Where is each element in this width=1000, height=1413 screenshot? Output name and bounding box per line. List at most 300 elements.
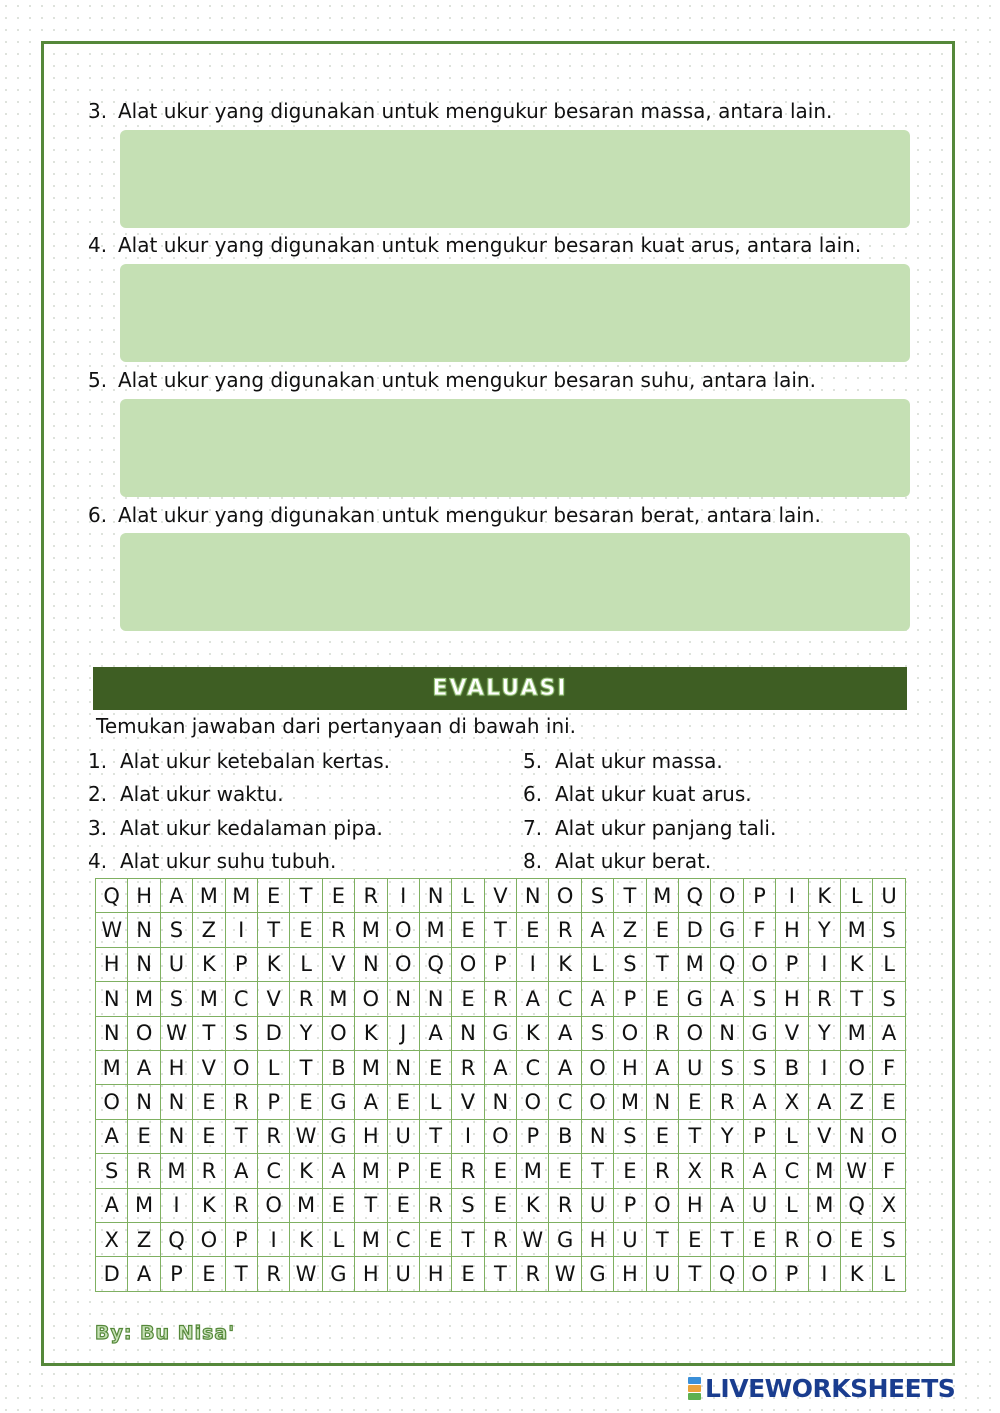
- grid-cell[interactable]: N: [128, 947, 160, 981]
- grid-cell[interactable]: A: [711, 1188, 743, 1222]
- grid-cell[interactable]: L: [581, 947, 613, 981]
- grid-cell[interactable]: E: [840, 1222, 872, 1256]
- grid-cell[interactable]: O: [387, 913, 419, 947]
- grid-cell[interactable]: O: [679, 1016, 711, 1050]
- grid-cell[interactable]: T: [711, 1222, 743, 1256]
- grid-cell[interactable]: G: [679, 982, 711, 1016]
- grid-cell[interactable]: L: [873, 947, 905, 981]
- grid-cell[interactable]: S: [873, 982, 905, 1016]
- grid-cell[interactable]: A: [96, 1119, 128, 1153]
- grid-cell[interactable]: N: [128, 913, 160, 947]
- grid-cell[interactable]: R: [322, 913, 354, 947]
- grid-cell[interactable]: E: [646, 1119, 678, 1153]
- grid-cell[interactable]: I: [808, 1257, 840, 1291]
- grid-cell[interactable]: E: [193, 1257, 225, 1291]
- grid-cell[interactable]: I: [160, 1188, 192, 1222]
- grid-cell[interactable]: Z: [840, 1085, 872, 1119]
- grid-cell[interactable]: E: [873, 1085, 905, 1119]
- grid-cell[interactable]: O: [711, 879, 743, 913]
- grid-cell[interactable]: N: [355, 947, 387, 981]
- grid-cell[interactable]: R: [419, 1188, 451, 1222]
- grid-cell[interactable]: R: [257, 1119, 289, 1153]
- grid-cell[interactable]: A: [549, 1050, 581, 1084]
- grid-cell[interactable]: N: [387, 1050, 419, 1084]
- grid-cell[interactable]: O: [225, 1050, 257, 1084]
- grid-cell[interactable]: V: [322, 947, 354, 981]
- grid-cell[interactable]: T: [581, 1154, 613, 1188]
- grid-cell[interactable]: M: [614, 1085, 646, 1119]
- grid-cell[interactable]: O: [128, 1016, 160, 1050]
- grid-cell[interactable]: E: [128, 1119, 160, 1153]
- answer-box-6[interactable]: [120, 533, 910, 631]
- grid-cell[interactable]: P: [776, 947, 808, 981]
- grid-cell[interactable]: P: [743, 1119, 775, 1153]
- grid-cell[interactable]: R: [355, 879, 387, 913]
- grid-cell[interactable]: K: [517, 1188, 549, 1222]
- grid-cell[interactable]: S: [614, 947, 646, 981]
- grid-cell[interactable]: E: [290, 1085, 322, 1119]
- grid-cell[interactable]: G: [711, 913, 743, 947]
- grid-cell[interactable]: P: [484, 947, 516, 981]
- grid-cell[interactable]: Y: [290, 1016, 322, 1050]
- grid-cell[interactable]: T: [679, 1119, 711, 1153]
- grid-cell[interactable]: S: [225, 1016, 257, 1050]
- grid-cell[interactable]: R: [193, 1154, 225, 1188]
- grid-cell[interactable]: G: [581, 1257, 613, 1291]
- grid-cell[interactable]: G: [322, 1085, 354, 1119]
- grid-cell[interactable]: E: [517, 913, 549, 947]
- grid-cell[interactable]: Q: [419, 947, 451, 981]
- grid-cell[interactable]: E: [452, 982, 484, 1016]
- grid-cell[interactable]: A: [160, 879, 192, 913]
- grid-cell[interactable]: Q: [711, 1257, 743, 1291]
- grid-cell[interactable]: C: [517, 1050, 549, 1084]
- grid-cell[interactable]: D: [679, 913, 711, 947]
- grid-cell[interactable]: A: [484, 1050, 516, 1084]
- grid-cell[interactable]: X: [873, 1188, 905, 1222]
- grid-cell[interactable]: H: [614, 1257, 646, 1291]
- grid-cell[interactable]: I: [776, 879, 808, 913]
- grid-cell[interactable]: U: [743, 1188, 775, 1222]
- grid-cell[interactable]: T: [646, 947, 678, 981]
- grid-cell[interactable]: T: [290, 1050, 322, 1084]
- grid-cell[interactable]: N: [419, 982, 451, 1016]
- answer-box-4[interactable]: [120, 264, 910, 362]
- grid-cell[interactable]: T: [484, 1257, 516, 1291]
- grid-cell[interactable]: Z: [128, 1222, 160, 1256]
- grid-cell[interactable]: M: [355, 1050, 387, 1084]
- grid-cell[interactable]: O: [452, 947, 484, 981]
- grid-cell[interactable]: A: [808, 1085, 840, 1119]
- grid-cell[interactable]: M: [322, 982, 354, 1016]
- grid-cell[interactable]: R: [808, 982, 840, 1016]
- grid-cell[interactable]: T: [355, 1188, 387, 1222]
- grid-cell[interactable]: O: [96, 1085, 128, 1119]
- grid-cell[interactable]: N: [711, 1016, 743, 1050]
- grid-cell[interactable]: S: [743, 982, 775, 1016]
- grid-cell[interactable]: L: [322, 1222, 354, 1256]
- grid-cell[interactable]: O: [484, 1119, 516, 1153]
- grid-cell[interactable]: M: [808, 1154, 840, 1188]
- grid-cell[interactable]: N: [646, 1085, 678, 1119]
- grid-cell[interactable]: V: [484, 879, 516, 913]
- grid-cell[interactable]: N: [387, 982, 419, 1016]
- grid-cell[interactable]: A: [355, 1085, 387, 1119]
- grid-cell[interactable]: H: [355, 1257, 387, 1291]
- grid-cell[interactable]: A: [96, 1188, 128, 1222]
- grid-cell[interactable]: K: [840, 1257, 872, 1291]
- grid-cell[interactable]: O: [322, 1016, 354, 1050]
- grid-cell[interactable]: E: [193, 1085, 225, 1119]
- grid-cell[interactable]: B: [549, 1119, 581, 1153]
- grid-cell[interactable]: H: [581, 1222, 613, 1256]
- grid-cell[interactable]: O: [549, 879, 581, 913]
- grid-cell[interactable]: A: [646, 1050, 678, 1084]
- grid-cell[interactable]: E: [419, 1050, 451, 1084]
- grid-cell[interactable]: K: [193, 947, 225, 981]
- grid-cell[interactable]: N: [452, 1016, 484, 1050]
- grid-cell[interactable]: Y: [808, 1016, 840, 1050]
- grid-cell[interactable]: O: [193, 1222, 225, 1256]
- grid-cell[interactable]: R: [484, 1222, 516, 1256]
- grid-cell[interactable]: A: [743, 1085, 775, 1119]
- grid-cell[interactable]: W: [290, 1119, 322, 1153]
- grid-cell[interactable]: T: [257, 913, 289, 947]
- grid-cell[interactable]: A: [549, 1016, 581, 1050]
- grid-cell[interactable]: K: [549, 947, 581, 981]
- grid-cell[interactable]: M: [290, 1188, 322, 1222]
- grid-cell[interactable]: R: [484, 982, 516, 1016]
- grid-cell[interactable]: B: [776, 1050, 808, 1084]
- grid-cell[interactable]: Y: [808, 913, 840, 947]
- grid-cell[interactable]: R: [128, 1154, 160, 1188]
- grid-cell[interactable]: T: [646, 1222, 678, 1256]
- grid-cell[interactable]: Q: [679, 879, 711, 913]
- grid-cell[interactable]: R: [776, 1222, 808, 1256]
- grid-cell[interactable]: P: [517, 1119, 549, 1153]
- grid-cell[interactable]: S: [873, 913, 905, 947]
- grid-cell[interactable]: S: [160, 982, 192, 1016]
- grid-cell[interactable]: I: [387, 879, 419, 913]
- grid-cell[interactable]: M: [160, 1154, 192, 1188]
- grid-cell[interactable]: X: [96, 1222, 128, 1256]
- grid-cell[interactable]: R: [225, 1188, 257, 1222]
- grid-cell[interactable]: M: [646, 879, 678, 913]
- grid-cell[interactable]: E: [322, 879, 354, 913]
- grid-cell[interactable]: U: [646, 1257, 678, 1291]
- grid-cell[interactable]: G: [322, 1119, 354, 1153]
- grid-cell[interactable]: P: [225, 947, 257, 981]
- grid-cell[interactable]: U: [387, 1257, 419, 1291]
- grid-cell[interactable]: M: [840, 913, 872, 947]
- grid-cell[interactable]: W: [517, 1222, 549, 1256]
- grid-cell[interactable]: A: [711, 982, 743, 1016]
- grid-cell[interactable]: Z: [193, 913, 225, 947]
- grid-cell[interactable]: U: [614, 1222, 646, 1256]
- grid-cell[interactable]: K: [840, 947, 872, 981]
- grid-cell[interactable]: C: [225, 982, 257, 1016]
- answer-box-5[interactable]: [120, 399, 910, 497]
- grid-cell[interactable]: T: [225, 1257, 257, 1291]
- grid-cell[interactable]: M: [808, 1188, 840, 1222]
- grid-cell[interactable]: M: [96, 1050, 128, 1084]
- grid-cell[interactable]: I: [257, 1222, 289, 1256]
- grid-cell[interactable]: R: [549, 1188, 581, 1222]
- grid-cell[interactable]: M: [193, 982, 225, 1016]
- grid-cell[interactable]: N: [419, 879, 451, 913]
- grid-cell[interactable]: Q: [711, 947, 743, 981]
- grid-cell[interactable]: S: [873, 1222, 905, 1256]
- grid-cell[interactable]: V: [776, 1016, 808, 1050]
- grid-cell[interactable]: M: [355, 1222, 387, 1256]
- grid-cell[interactable]: F: [873, 1154, 905, 1188]
- grid-cell[interactable]: Q: [96, 879, 128, 913]
- grid-cell[interactable]: E: [419, 1154, 451, 1188]
- grid-cell[interactable]: K: [193, 1188, 225, 1222]
- grid-cell[interactable]: E: [614, 1154, 646, 1188]
- grid-cell[interactable]: E: [387, 1085, 419, 1119]
- grid-cell[interactable]: G: [484, 1016, 516, 1050]
- grid-cell[interactable]: R: [646, 1154, 678, 1188]
- grid-cell[interactable]: C: [387, 1222, 419, 1256]
- grid-cell[interactable]: R: [711, 1154, 743, 1188]
- grid-cell[interactable]: T: [225, 1119, 257, 1153]
- grid-cell[interactable]: O: [387, 947, 419, 981]
- grid-cell[interactable]: A: [322, 1154, 354, 1188]
- grid-cell[interactable]: S: [96, 1154, 128, 1188]
- grid-cell[interactable]: U: [387, 1119, 419, 1153]
- grid-cell[interactable]: L: [840, 879, 872, 913]
- grid-cell[interactable]: V: [257, 982, 289, 1016]
- grid-cell[interactable]: R: [452, 1050, 484, 1084]
- grid-cell[interactable]: T: [484, 913, 516, 947]
- grid-cell[interactable]: T: [614, 879, 646, 913]
- grid-cell[interactable]: P: [614, 982, 646, 1016]
- grid-cell[interactable]: N: [581, 1119, 613, 1153]
- liveworksheets-brand[interactable]: [688, 1374, 955, 1403]
- grid-cell[interactable]: E: [387, 1188, 419, 1222]
- grid-cell[interactable]: G: [549, 1222, 581, 1256]
- grid-cell[interactable]: E: [290, 913, 322, 947]
- grid-cell[interactable]: K: [290, 1154, 322, 1188]
- grid-cell[interactable]: T: [679, 1257, 711, 1291]
- grid-cell[interactable]: M: [193, 879, 225, 913]
- grid-cell[interactable]: C: [776, 1154, 808, 1188]
- grid-cell[interactable]: A: [419, 1016, 451, 1050]
- grid-cell[interactable]: D: [96, 1257, 128, 1291]
- grid-cell[interactable]: W: [549, 1257, 581, 1291]
- grid-cell[interactable]: M: [517, 1154, 549, 1188]
- grid-cell[interactable]: T: [193, 1016, 225, 1050]
- grid-cell[interactable]: F: [743, 913, 775, 947]
- grid-cell[interactable]: T: [452, 1222, 484, 1256]
- grid-cell[interactable]: A: [743, 1154, 775, 1188]
- grid-cell[interactable]: Q: [160, 1222, 192, 1256]
- grid-cell[interactable]: L: [776, 1119, 808, 1153]
- grid-cell[interactable]: A: [581, 913, 613, 947]
- grid-cell[interactable]: B: [322, 1050, 354, 1084]
- grid-cell[interactable]: T: [840, 982, 872, 1016]
- grid-cell[interactable]: R: [290, 982, 322, 1016]
- grid-cell[interactable]: H: [614, 1050, 646, 1084]
- grid-cell[interactable]: A: [128, 1257, 160, 1291]
- grid-cell[interactable]: I: [452, 1119, 484, 1153]
- grid-cell[interactable]: C: [257, 1154, 289, 1188]
- grid-cell[interactable]: E: [322, 1188, 354, 1222]
- grid-cell[interactable]: L: [257, 1050, 289, 1084]
- grid-cell[interactable]: N: [96, 1016, 128, 1050]
- grid-cell[interactable]: W: [840, 1154, 872, 1188]
- grid-cell[interactable]: D: [257, 1016, 289, 1050]
- grid-cell[interactable]: I: [808, 947, 840, 981]
- grid-cell[interactable]: L: [873, 1257, 905, 1291]
- grid-cell[interactable]: G: [743, 1016, 775, 1050]
- grid-cell[interactable]: O: [581, 1085, 613, 1119]
- grid-cell[interactable]: O: [257, 1188, 289, 1222]
- grid-cell[interactable]: L: [419, 1085, 451, 1119]
- grid-cell[interactable]: W: [96, 913, 128, 947]
- grid-cell[interactable]: O: [808, 1222, 840, 1256]
- grid-cell[interactable]: M: [355, 1154, 387, 1188]
- grid-cell[interactable]: E: [484, 1188, 516, 1222]
- grid-cell[interactable]: S: [711, 1050, 743, 1084]
- grid-cell[interactable]: N: [840, 1119, 872, 1153]
- grid-cell[interactable]: J: [387, 1016, 419, 1050]
- grid-cell[interactable]: E: [484, 1154, 516, 1188]
- grid-cell[interactable]: V: [808, 1119, 840, 1153]
- grid-cell[interactable]: M: [355, 913, 387, 947]
- grid-cell[interactable]: H: [160, 1050, 192, 1084]
- grid-cell[interactable]: N: [160, 1085, 192, 1119]
- answer-box-3[interactable]: [120, 130, 910, 228]
- grid-cell[interactable]: M: [679, 947, 711, 981]
- grid-cell[interactable]: S: [614, 1119, 646, 1153]
- grid-cell[interactable]: H: [419, 1257, 451, 1291]
- grid-cell[interactable]: F: [873, 1050, 905, 1084]
- grid-cell[interactable]: H: [679, 1188, 711, 1222]
- grid-cell[interactable]: O: [646, 1188, 678, 1222]
- grid-cell[interactable]: N: [484, 1085, 516, 1119]
- grid-cell[interactable]: P: [160, 1257, 192, 1291]
- grid-cell[interactable]: A: [873, 1016, 905, 1050]
- grid-cell[interactable]: L: [290, 947, 322, 981]
- grid-cell[interactable]: M: [840, 1016, 872, 1050]
- grid-cell[interactable]: R: [257, 1257, 289, 1291]
- grid-cell[interactable]: S: [743, 1050, 775, 1084]
- grid-cell[interactable]: O: [743, 1257, 775, 1291]
- grid-cell[interactable]: H: [355, 1119, 387, 1153]
- grid-cell[interactable]: U: [679, 1050, 711, 1084]
- grid-cell[interactable]: S: [160, 913, 192, 947]
- grid-cell[interactable]: E: [646, 982, 678, 1016]
- grid-cell[interactable]: G: [322, 1257, 354, 1291]
- grid-cell[interactable]: R: [517, 1257, 549, 1291]
- grid-cell[interactable]: Y: [711, 1119, 743, 1153]
- grid-cell[interactable]: A: [581, 982, 613, 1016]
- grid-cell[interactable]: O: [873, 1119, 905, 1153]
- grid-cell[interactable]: M: [225, 879, 257, 913]
- grid-cell[interactable]: P: [743, 879, 775, 913]
- grid-cell[interactable]: T: [419, 1119, 451, 1153]
- grid-cell[interactable]: E: [743, 1222, 775, 1256]
- grid-cell[interactable]: Q: [840, 1188, 872, 1222]
- grid-cell[interactable]: E: [257, 879, 289, 913]
- grid-cell[interactable]: P: [614, 1188, 646, 1222]
- grid-cell[interactable]: E: [452, 1257, 484, 1291]
- grid-cell[interactable]: I: [225, 913, 257, 947]
- grid-cell[interactable]: N: [517, 879, 549, 913]
- grid-cell[interactable]: U: [160, 947, 192, 981]
- grid-cell[interactable]: E: [549, 1154, 581, 1188]
- grid-cell[interactable]: W: [160, 1016, 192, 1050]
- grid-cell[interactable]: O: [840, 1050, 872, 1084]
- grid-cell[interactable]: K: [355, 1016, 387, 1050]
- grid-cell[interactable]: U: [873, 879, 905, 913]
- grid-cell[interactable]: O: [743, 947, 775, 981]
- grid-cell[interactable]: R: [225, 1085, 257, 1119]
- grid-cell[interactable]: H: [776, 982, 808, 1016]
- grid-cell[interactable]: H: [128, 879, 160, 913]
- grid-cell[interactable]: C: [549, 982, 581, 1016]
- grid-cell[interactable]: P: [776, 1257, 808, 1291]
- grid-cell[interactable]: W: [290, 1257, 322, 1291]
- grid-cell[interactable]: O: [614, 1016, 646, 1050]
- grid-cell[interactable]: U: [581, 1188, 613, 1222]
- grid-cell[interactable]: T: [290, 879, 322, 913]
- grid-cell[interactable]: V: [452, 1085, 484, 1119]
- grid-cell[interactable]: N: [160, 1119, 192, 1153]
- grid-cell[interactable]: K: [257, 947, 289, 981]
- grid-cell[interactable]: N: [96, 982, 128, 1016]
- grid-cell[interactable]: P: [387, 1154, 419, 1188]
- grid-cell[interactable]: C: [549, 1085, 581, 1119]
- grid-cell[interactable]: S: [581, 1016, 613, 1050]
- grid-cell[interactable]: R: [549, 913, 581, 947]
- grid-cell[interactable]: S: [452, 1188, 484, 1222]
- grid-cell[interactable]: M: [128, 1188, 160, 1222]
- grid-cell[interactable]: K: [517, 1016, 549, 1050]
- grid-cell[interactable]: E: [193, 1119, 225, 1153]
- grid-cell[interactable]: O: [517, 1085, 549, 1119]
- grid-cell[interactable]: M: [128, 982, 160, 1016]
- grid-cell[interactable]: K: [290, 1222, 322, 1256]
- grid-cell[interactable]: A: [128, 1050, 160, 1084]
- grid-cell[interactable]: S: [581, 879, 613, 913]
- grid-cell[interactable]: E: [679, 1222, 711, 1256]
- grid-cell[interactable]: V: [193, 1050, 225, 1084]
- grid-cell[interactable]: R: [452, 1154, 484, 1188]
- grid-cell[interactable]: I: [808, 1050, 840, 1084]
- grid-cell[interactable]: E: [452, 913, 484, 947]
- grid-cell[interactable]: K: [808, 879, 840, 913]
- grid-cell[interactable]: E: [646, 913, 678, 947]
- grid-cell[interactable]: L: [776, 1188, 808, 1222]
- word-search-grid[interactable]: [95, 878, 906, 1292]
- grid-cell[interactable]: R: [646, 1016, 678, 1050]
- grid-cell[interactable]: A: [225, 1154, 257, 1188]
- grid-cell[interactable]: E: [679, 1085, 711, 1119]
- grid-cell[interactable]: H: [96, 947, 128, 981]
- grid-cell[interactable]: R: [711, 1085, 743, 1119]
- grid-cell[interactable]: X: [776, 1085, 808, 1119]
- grid-cell[interactable]: E: [419, 1222, 451, 1256]
- grid-cell[interactable]: P: [257, 1085, 289, 1119]
- grid-cell[interactable]: M: [419, 913, 451, 947]
- grid-cell[interactable]: O: [355, 982, 387, 1016]
- grid-cell[interactable]: P: [225, 1222, 257, 1256]
- grid-cell[interactable]: A: [517, 982, 549, 1016]
- grid-cell[interactable]: H: [776, 913, 808, 947]
